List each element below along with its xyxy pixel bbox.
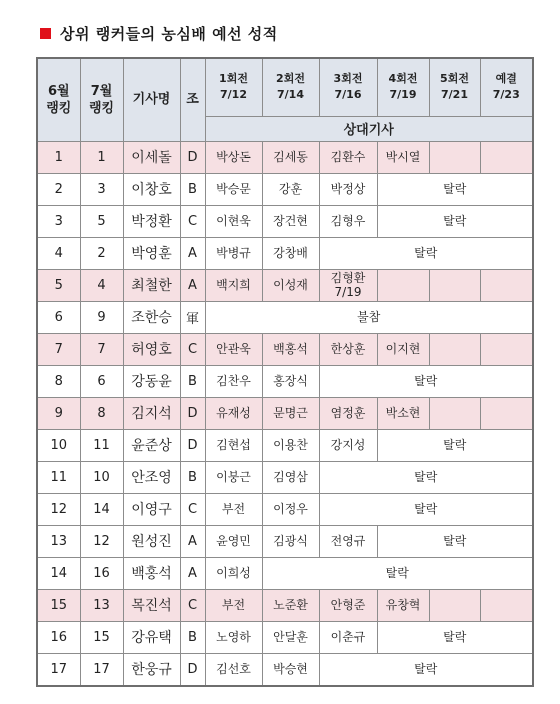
group-cell: D: [180, 141, 205, 173]
header-july-ranking: [80, 58, 123, 141]
opponent-cell: 김선호: [205, 653, 262, 686]
june-ranking-cell: 4: [37, 237, 80, 269]
ranking-table: [36, 57, 534, 687]
round-1-date: 7/12: [220, 88, 247, 102]
opponent-cell: 이정우: [262, 493, 319, 525]
table-row: [37, 653, 533, 686]
july-ranking-cell: 9: [80, 301, 123, 333]
opponent-cell: [377, 269, 429, 301]
opponent-cell: 이성재: [262, 269, 319, 301]
header-round-3: [319, 58, 377, 116]
opponent-cell: 이현욱: [205, 205, 262, 237]
table-row: [37, 461, 533, 493]
round-5-date: 7/21: [441, 88, 468, 102]
result-note-cell: 탈락: [377, 205, 533, 237]
group-cell: A: [180, 237, 205, 269]
group-cell: A: [180, 525, 205, 557]
july-ranking-cell: 7: [80, 333, 123, 365]
opponent-cell: [429, 141, 480, 173]
opponent-cell: 안관욱: [205, 333, 262, 365]
opponent-cell: 이춘규: [319, 621, 377, 653]
opponent-cell: [429, 269, 480, 301]
player-name-cell: 강동윤: [123, 365, 180, 397]
header-round-2: [262, 58, 319, 116]
table-row: [37, 173, 533, 205]
june-ranking-cell: 10: [37, 429, 80, 461]
player-name-cell: 박정환: [123, 205, 180, 237]
june-ranking-cell: 14: [37, 557, 80, 589]
june-ranking-cell: 15: [37, 589, 80, 621]
june-ranking-cell: 12: [37, 493, 80, 525]
prelim-final-name: 예결: [495, 72, 517, 86]
header-group: 조: [180, 58, 205, 141]
group-cell: C: [180, 333, 205, 365]
june-ranking-cell: 16: [37, 621, 80, 653]
opponent-cell: 부전: [205, 493, 262, 525]
opponent-cell: 강창배: [262, 237, 319, 269]
header-round-5: [429, 58, 480, 116]
june-ranking-cell: 5: [37, 269, 80, 301]
opponent-cell: 박승문: [205, 173, 262, 205]
prelim-final-date: 7/23: [492, 88, 520, 102]
player-name-cell: 이세돌: [123, 141, 180, 173]
opponent-cell: 유창혁: [377, 589, 429, 621]
july-ranking-cell: 14: [80, 493, 123, 525]
round-2-date: 7/14: [277, 88, 304, 102]
opponent-cell: 백홍석: [262, 333, 319, 365]
opponent-cell: [480, 397, 533, 429]
player-name-cell: 안조영: [123, 461, 180, 493]
opponent-cell: [480, 269, 533, 301]
table-row: [37, 141, 533, 173]
opponent-cell: 백지희: [205, 269, 262, 301]
opponent-cell: 김영삼: [262, 461, 319, 493]
july-ranking-cell: 3: [80, 173, 123, 205]
player-name-cell: 이영구: [123, 493, 180, 525]
player-name-cell: 조한승: [123, 301, 180, 333]
july-ranking-cell: 12: [80, 525, 123, 557]
july-ranking-cell: 8: [80, 397, 123, 429]
table-row: [37, 557, 533, 589]
player-name-cell: 목진석: [123, 589, 180, 621]
group-cell: C: [180, 589, 205, 621]
opponent-cell: 한상훈: [319, 333, 377, 365]
page-title: [40, 22, 278, 44]
opponent-cell: 김찬우: [205, 365, 262, 397]
june-ranking-cell: 17: [37, 653, 80, 686]
opponent-cell: 부전: [205, 589, 262, 621]
opponent-cell: 문명근: [262, 397, 319, 429]
table-row: [37, 301, 533, 333]
round-3-name: 3회전: [333, 72, 363, 86]
june-ranking-cell: 2: [37, 173, 80, 205]
result-note-cell: 탈락: [377, 621, 533, 653]
opponent-cell: 김세동: [262, 141, 319, 173]
opponent-cell: [429, 397, 480, 429]
table-row: [37, 205, 533, 237]
opponent-cell: 안달훈: [262, 621, 319, 653]
table-row: [37, 365, 533, 397]
player-name-cell: 강유택: [123, 621, 180, 653]
round-5-name: 5회전: [440, 72, 469, 86]
result-note-cell: 탈락: [319, 461, 533, 493]
opponent-cell: 김광식: [262, 525, 319, 557]
round-3-date: 7/16: [334, 88, 362, 102]
round-4-date: 7/19: [389, 88, 417, 102]
opponent-cell: 김형환 7/19: [319, 269, 377, 301]
opponent-cell: 안형준: [319, 589, 377, 621]
opponent-cell: 염정훈: [319, 397, 377, 429]
player-name-cell: 한웅규: [123, 653, 180, 686]
group-cell: D: [180, 397, 205, 429]
opponent-cell: 유재성: [205, 397, 262, 429]
player-name-cell: 최철한: [123, 269, 180, 301]
player-name-cell: 원성진: [123, 525, 180, 557]
opponent-cell: 전영규: [319, 525, 377, 557]
opponent-cell: 박정상: [319, 173, 377, 205]
header-round-1: [205, 58, 262, 116]
table-row: [37, 333, 533, 365]
header-july-ranking-text: 7월 랭킹: [88, 83, 115, 116]
opponent-cell: 이붕근: [205, 461, 262, 493]
july-ranking-cell: 15: [80, 621, 123, 653]
red-square-bullet-icon: [40, 28, 51, 39]
opponent-cell: 윤영민: [205, 525, 262, 557]
player-name-cell: 김지석: [123, 397, 180, 429]
july-ranking-cell: 16: [80, 557, 123, 589]
opponent-cell: 박상돈: [205, 141, 262, 173]
opponent-cell: 박병규: [205, 237, 262, 269]
result-note-cell: 탈락: [377, 429, 533, 461]
header-june-ranking-text: 6월 랭킹: [46, 83, 72, 116]
group-cell: C: [180, 493, 205, 525]
player-name-cell: 허영호: [123, 333, 180, 365]
group-cell: B: [180, 173, 205, 205]
player-name-cell: 이창호: [123, 173, 180, 205]
opponent-cell: 홍장식: [262, 365, 319, 397]
group-cell: B: [180, 365, 205, 397]
opponent-cell: 박시열: [377, 141, 429, 173]
round-4-name: 4회전: [388, 72, 418, 86]
header-june-ranking: [37, 58, 80, 141]
table-row: [37, 237, 533, 269]
result-note-cell: 탈락: [319, 493, 533, 525]
title-text: 상위 랭커들의 농심배 예선 성적: [60, 24, 278, 43]
table-row: [37, 589, 533, 621]
june-ranking-cell: 11: [37, 461, 80, 493]
table-row: [37, 621, 533, 653]
july-ranking-cell: 6: [80, 365, 123, 397]
opponent-cell: 노준환: [262, 589, 319, 621]
round-2-name: 2회전: [276, 72, 305, 86]
opponent-cell: [480, 589, 533, 621]
result-note-cell: 탈락: [377, 173, 533, 205]
july-ranking-cell: 4: [80, 269, 123, 301]
june-ranking-cell: 13: [37, 525, 80, 557]
opponent-cell: 강훈: [262, 173, 319, 205]
july-ranking-cell: 2: [80, 237, 123, 269]
june-ranking-cell: 3: [37, 205, 80, 237]
result-note-cell: 탈락: [319, 653, 533, 686]
opponent-cell: 이희성: [205, 557, 262, 589]
opponent-cell: [480, 333, 533, 365]
header-opponents: 상대기사: [205, 116, 533, 141]
result-note-cell: 탈락: [377, 525, 533, 557]
player-name-cell: 윤준상: [123, 429, 180, 461]
july-ranking-cell: 10: [80, 461, 123, 493]
july-ranking-cell: 17: [80, 653, 123, 686]
july-ranking-cell: 5: [80, 205, 123, 237]
opponent-cell: 박승현: [262, 653, 319, 686]
header-preliminary-final: [480, 58, 533, 116]
player-name-cell: 박영훈: [123, 237, 180, 269]
round-1-name: 1회전: [219, 72, 248, 86]
group-cell: A: [180, 557, 205, 589]
opponent-cell: 이용찬: [262, 429, 319, 461]
group-cell: 軍: [180, 301, 205, 333]
july-ranking-cell: 11: [80, 429, 123, 461]
opponent-cell: 박소현: [377, 397, 429, 429]
group-cell: C: [180, 205, 205, 237]
table-row: [37, 397, 533, 429]
june-ranking-cell: 8: [37, 365, 80, 397]
table-row: [37, 429, 533, 461]
june-ranking-cell: 7: [37, 333, 80, 365]
result-note-cell: 탈락: [262, 557, 533, 589]
group-cell: D: [180, 653, 205, 686]
result-note-cell: 탈락: [319, 237, 533, 269]
group-cell: B: [180, 461, 205, 493]
opponent-cell: 김형우: [319, 205, 377, 237]
july-ranking-cell: 13: [80, 589, 123, 621]
opponent-cell: 강지성: [319, 429, 377, 461]
june-ranking-cell: 9: [37, 397, 80, 429]
header-player-name: 기사명: [123, 58, 180, 141]
opponent-cell: [480, 141, 533, 173]
result-note-cell: 탈락: [319, 365, 533, 397]
group-cell: D: [180, 429, 205, 461]
opponent-cell: 김현섭: [205, 429, 262, 461]
player-name-cell: 백홍석: [123, 557, 180, 589]
opponent-cell: 이지현: [377, 333, 429, 365]
opponent-cell: [429, 589, 480, 621]
table-row: [37, 269, 533, 301]
opponent-cell: 장건현: [262, 205, 319, 237]
june-ranking-cell: 1: [37, 141, 80, 173]
header-round-4: [377, 58, 429, 116]
group-cell: A: [180, 269, 205, 301]
june-ranking-cell: 6: [37, 301, 80, 333]
group-cell: B: [180, 621, 205, 653]
result-note-cell: 불참: [205, 301, 533, 333]
opponent-cell: 노영하: [205, 621, 262, 653]
table-row: [37, 525, 533, 557]
table-row: [37, 493, 533, 525]
opponent-cell: [429, 333, 480, 365]
opponent-cell: 김환수: [319, 141, 377, 173]
july-ranking-cell: 1: [80, 141, 123, 173]
